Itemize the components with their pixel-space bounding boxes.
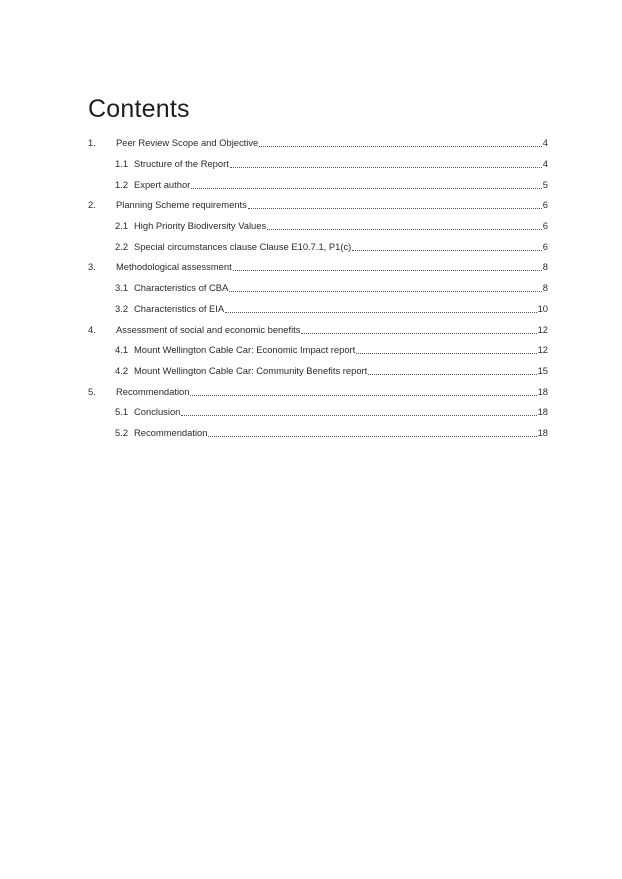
dot-leader [259, 137, 542, 149]
toc-entry-1[interactable] [88, 133, 548, 154]
toc-entry-number: 2.1 [115, 220, 129, 232]
toc-entry-number: 3. [88, 261, 96, 273]
toc-entry-3[interactable] [88, 257, 548, 278]
toc-entry-number: 5.2 [115, 426, 129, 438]
toc-entry-number: 1.2 [115, 178, 129, 190]
dot-leader [181, 406, 536, 418]
toc-entry-title[interactable]: Methodological assessment [116, 261, 232, 273]
toc-entry-page[interactable]: 15 [537, 364, 548, 376]
contents-heading: Contents [88, 95, 190, 123]
dot-leader [191, 179, 541, 191]
toc-entry-title[interactable]: Expert author [134, 178, 191, 190]
toc-entry-title[interactable]: Recommendation [134, 426, 208, 438]
toc-entry-page[interactable]: 18 [537, 385, 548, 397]
dot-leader [233, 261, 542, 273]
toc-entry-number: 5.1 [115, 406, 129, 418]
dot-leader [301, 324, 536, 336]
toc-entry-title[interactable]: Characteristics of CBA [134, 282, 229, 294]
toc-entry-2-1[interactable] [88, 216, 548, 237]
toc-entry-title[interactable]: Characteristics of EIA [134, 302, 225, 314]
toc-entry-number: 2.2 [115, 240, 129, 252]
dot-leader [225, 303, 536, 315]
toc-entry-page[interactable]: 6 [542, 240, 548, 252]
toc-entry-title[interactable]: High Priority Biodiversity Values [134, 220, 267, 232]
toc-entry-page[interactable]: 8 [542, 282, 548, 294]
toc-entry-number: 3.1 [115, 282, 129, 294]
toc-entry-number: 3.2 [115, 302, 129, 314]
dot-leader [229, 282, 541, 294]
toc-entry-number: 1. [88, 137, 96, 149]
dot-leader [267, 220, 542, 232]
toc-entry-number: 4. [88, 323, 96, 335]
table-of-contents [88, 133, 548, 443]
toc-entry-page[interactable]: 4 [542, 137, 548, 149]
toc-entry-page[interactable]: 10 [537, 302, 548, 314]
toc-entry-page[interactable]: 6 [542, 199, 548, 211]
toc-entry-page[interactable]: 4 [542, 158, 548, 170]
toc-entry-4[interactable] [88, 319, 548, 340]
toc-entry-number: 1.1 [115, 158, 129, 170]
toc-entry-title[interactable]: Mount Wellington Cable Car: Community Benefits report [134, 364, 368, 376]
toc-entry-title[interactable]: Mount Wellington Cable Car: Economic Impact report [134, 344, 356, 356]
toc-entry-2-2[interactable] [88, 236, 548, 257]
toc-entry-page[interactable]: 8 [542, 261, 548, 273]
toc-entry-1-1[interactable] [88, 154, 548, 175]
toc-entry-5-2[interactable] [88, 423, 548, 444]
dot-leader [190, 386, 536, 398]
toc-entry-page[interactable]: 12 [537, 323, 548, 335]
toc-entry-page[interactable]: 18 [537, 406, 548, 418]
dot-leader [356, 344, 536, 356]
dot-leader [368, 365, 536, 377]
toc-entry-page[interactable]: 6 [542, 220, 548, 232]
toc-entry-page[interactable]: 18 [537, 426, 548, 438]
toc-entry-1-2[interactable] [88, 174, 548, 195]
dot-leader [248, 199, 542, 211]
toc-entry-5-1[interactable] [88, 402, 548, 423]
toc-entry-3-2[interactable] [88, 299, 548, 320]
toc-entry-number: 4.1 [115, 344, 129, 356]
toc-entry-2[interactable] [88, 195, 548, 216]
toc-entry-4-2[interactable] [88, 361, 548, 382]
toc-entry-number: 5. [88, 385, 96, 397]
dot-leader [352, 241, 541, 253]
dot-leader [208, 427, 536, 439]
toc-entry-number: 2. [88, 199, 96, 211]
dot-leader [230, 158, 542, 170]
toc-entry-5[interactable] [88, 381, 548, 402]
toc-entry-4-1[interactable] [88, 340, 548, 361]
toc-entry-title[interactable]: Structure of the Report [134, 158, 229, 170]
toc-entry-title[interactable]: Peer Review Scope and Objective [116, 137, 259, 149]
toc-entry-page[interactable]: 5 [542, 178, 548, 190]
toc-entry-page[interactable]: 12 [537, 344, 548, 356]
toc-entry-number: 4.2 [115, 364, 129, 376]
toc-entry-title[interactable]: Special circumstances clause Clause E10.7.1, P1(c) [134, 240, 352, 252]
toc-entry-title[interactable]: Assessment of social and economic benefits [116, 323, 301, 335]
toc-entry-3-1[interactable] [88, 278, 548, 299]
toc-entry-title[interactable]: Planning Scheme requirements [116, 199, 247, 211]
toc-entry-title[interactable]: Recommendation [116, 385, 190, 397]
toc-entry-title[interactable]: Conclusion [134, 406, 181, 418]
